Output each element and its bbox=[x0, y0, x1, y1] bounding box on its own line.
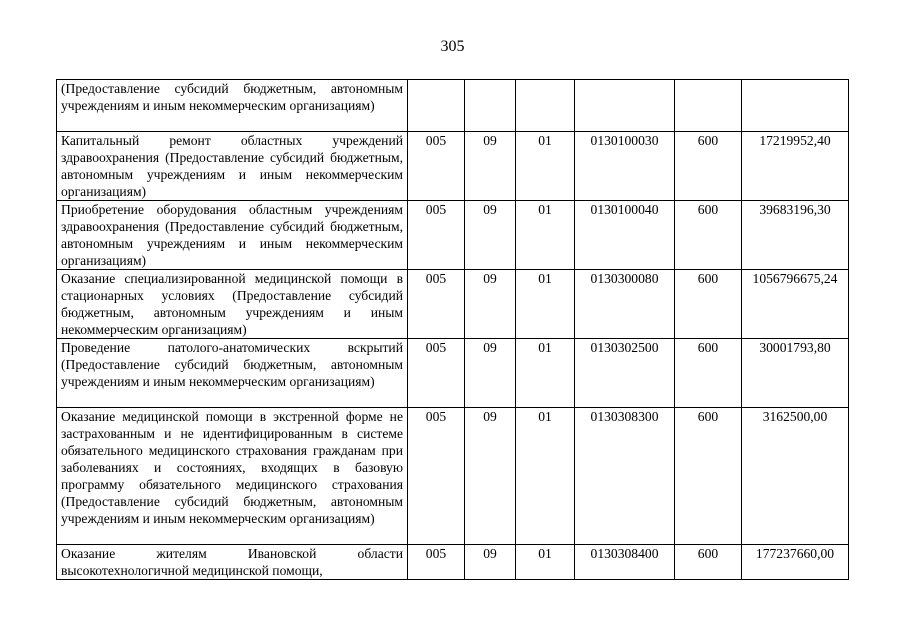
subsection-code: 01 bbox=[516, 201, 575, 270]
ministry-code: 005 bbox=[408, 545, 465, 580]
amount: 30001793,80 bbox=[742, 339, 849, 408]
section-code: 09 bbox=[465, 132, 516, 201]
target-code: 0130300080 bbox=[575, 270, 675, 339]
table-row bbox=[57, 270, 849, 339]
amount: 3162500,00 bbox=[742, 408, 849, 545]
row-description: Оказание специализированной медицинской помощи в стационарных условиях (Предоставление субсидий бюджетным, автономным учреждениям и иным некоммерческим организациям) bbox=[57, 270, 408, 339]
target-code: 0130302500 bbox=[575, 339, 675, 408]
target-code: 0130308300 bbox=[575, 408, 675, 545]
amount: 39683196,30 bbox=[742, 201, 849, 270]
target-code: 0130308400 bbox=[575, 545, 675, 580]
expense-type-code: 600 bbox=[675, 408, 742, 545]
row-description: Проведение патолого-анатомических вскрытий (Предоставление субсидий бюджетным, автономным учреждениям и иным некоммерческим организациям) bbox=[57, 339, 408, 408]
ministry-code: 005 bbox=[408, 270, 465, 339]
subsection-code: 01 bbox=[516, 132, 575, 201]
subsection-code: 01 bbox=[516, 545, 575, 580]
subsection-code bbox=[516, 80, 575, 132]
table-row bbox=[57, 80, 849, 132]
section-code: 09 bbox=[465, 339, 516, 408]
section-code: 09 bbox=[465, 545, 516, 580]
ministry-code: 005 bbox=[408, 132, 465, 201]
table-row bbox=[57, 339, 849, 408]
subsection-code: 01 bbox=[516, 408, 575, 545]
expense-type-code: 600 bbox=[675, 132, 742, 201]
expense-type-code bbox=[675, 80, 742, 132]
row-description: Оказание медицинской помощи в экстренной форме не застрахованным и не идентифицированным в системе обязательного медицинского страхования гражданам при заболеваниях и состояниях, входящих в базовую программу обязательного медицинского страхования (Предоставление субсидий бюджетным, автономным учреждениям и иным некоммерческим организациям) bbox=[57, 408, 408, 545]
amount bbox=[742, 80, 849, 132]
ministry-code: 005 bbox=[408, 201, 465, 270]
table-row bbox=[57, 408, 849, 545]
amount: 1056796675,24 bbox=[742, 270, 849, 339]
table-row bbox=[57, 201, 849, 270]
amount: 177237660,00 bbox=[742, 545, 849, 580]
expense-type-code: 600 bbox=[675, 339, 742, 408]
ministry-code: 005 bbox=[408, 408, 465, 545]
section-code bbox=[465, 80, 516, 132]
subsection-code: 01 bbox=[516, 339, 575, 408]
ministry-code bbox=[408, 80, 465, 132]
section-code: 09 bbox=[465, 201, 516, 270]
table-row bbox=[57, 545, 849, 580]
expense-type-code: 600 bbox=[675, 201, 742, 270]
budget-table bbox=[56, 79, 849, 580]
subsection-code: 01 bbox=[516, 270, 575, 339]
section-code: 09 bbox=[465, 408, 516, 545]
row-description: Приобретение оборудования областным учреждениям здравоохранения (Предоставление субсидий бюджетным, автономным учреждениям и иным некоммерческим организациям) bbox=[57, 201, 408, 270]
row-description: Оказание жителям Ивановской области высокотехнологичной медицинской помощи, bbox=[57, 545, 408, 580]
expense-type-code: 600 bbox=[675, 545, 742, 580]
target-code: 0130100040 bbox=[575, 201, 675, 270]
target-code: 0130100030 bbox=[575, 132, 675, 201]
row-description: Капитальный ремонт областных учреждений здравоохранения (Предоставление субсидий бюджетным, автономным учреждениям и иным некоммерческим организациям) bbox=[57, 132, 408, 201]
table-row bbox=[57, 132, 849, 201]
page-number: 305 bbox=[440, 38, 465, 55]
amount: 17219952,40 bbox=[742, 132, 849, 201]
section-code: 09 bbox=[465, 270, 516, 339]
row-description: (Предоставление субсидий бюджетным, автономным учреждениям и иным некоммерческим организациям) bbox=[57, 80, 408, 132]
expense-type-code: 600 bbox=[675, 270, 742, 339]
ministry-code: 005 bbox=[408, 339, 465, 408]
target-code bbox=[575, 80, 675, 132]
